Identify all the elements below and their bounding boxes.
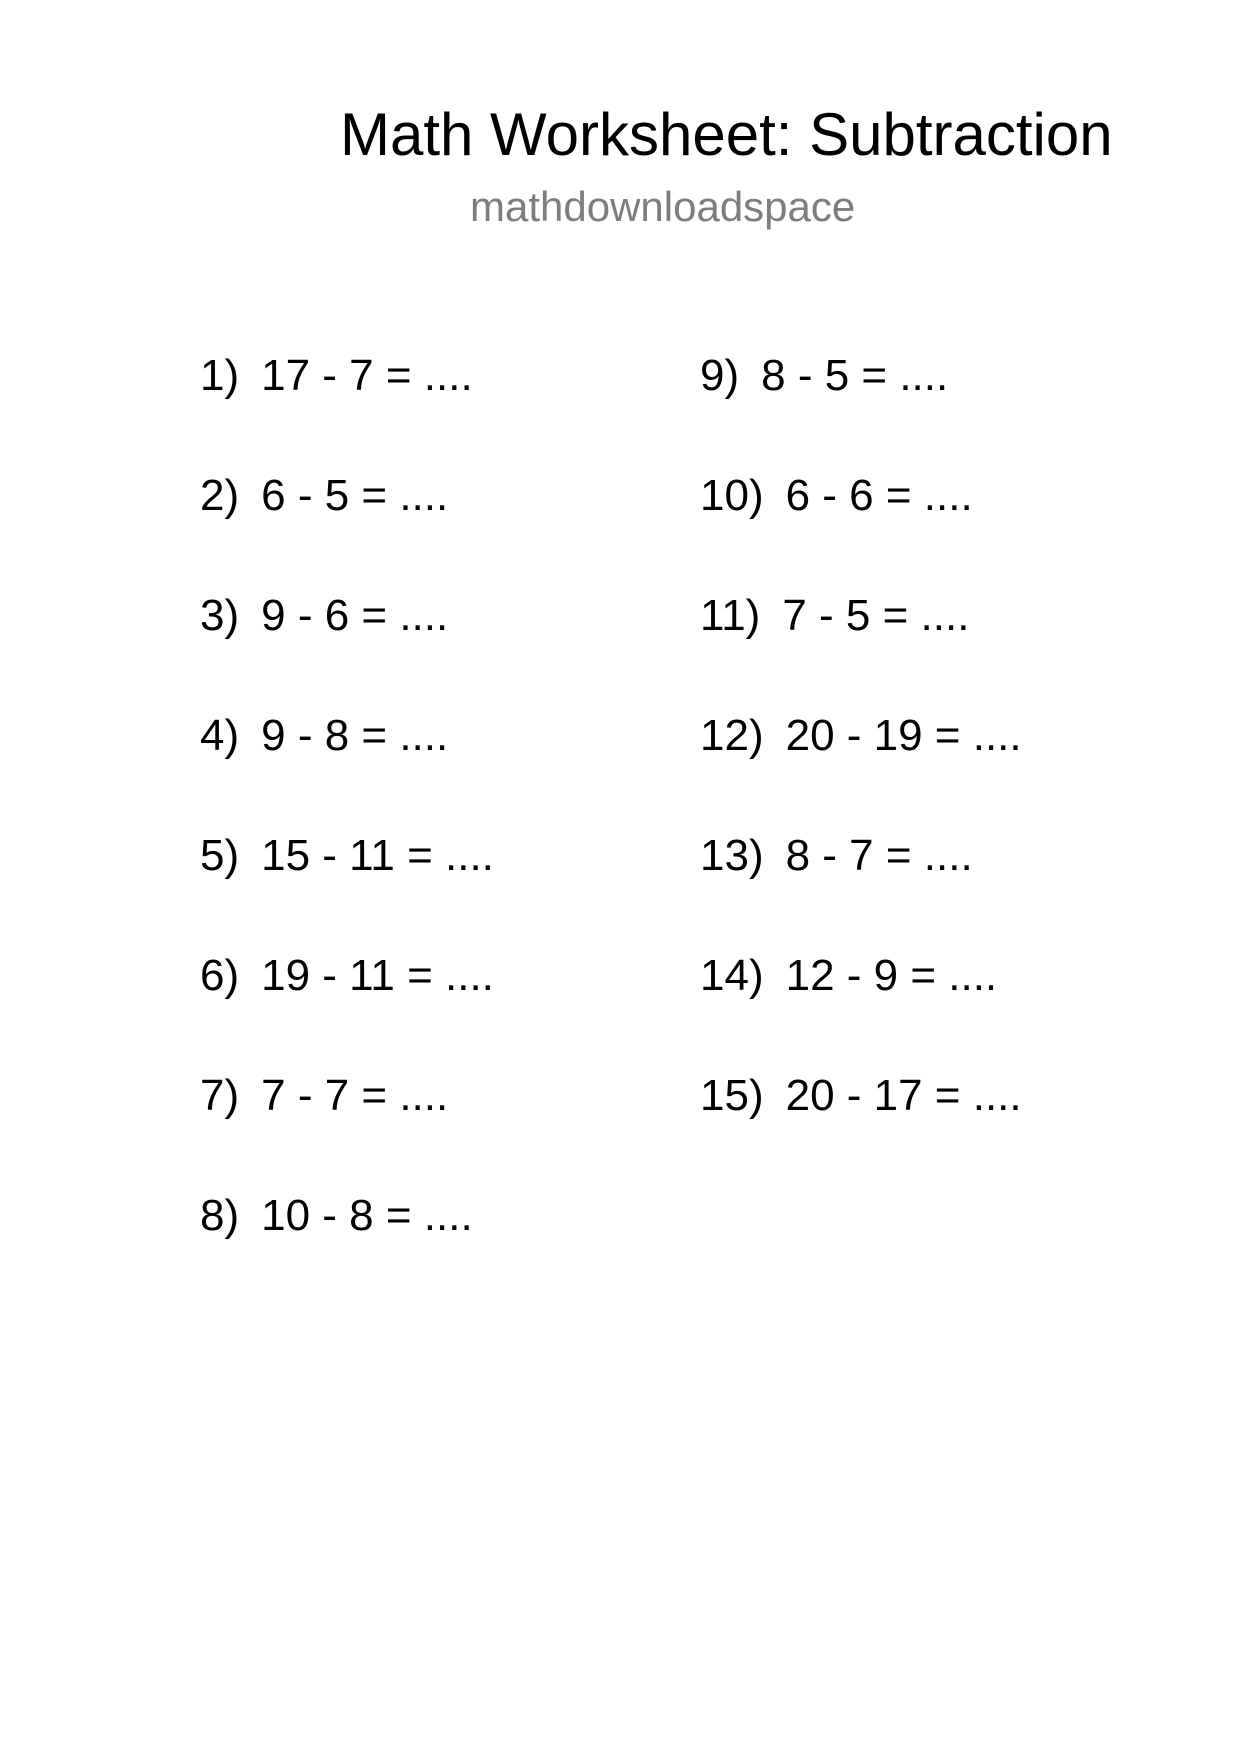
problem-item (700, 710, 1022, 830)
problem-expression: 9 - 8 = .... (261, 711, 449, 760)
problem-expression: 17 - 7 = .... (261, 351, 473, 400)
problem-item (700, 350, 1022, 470)
problem-expression: 15 - 11 = .... (261, 831, 494, 880)
problem-item (700, 590, 1022, 710)
problem-expression: 19 - 11 = .... (261, 951, 494, 1000)
problem-expression: 10 - 8 = .... (261, 1191, 473, 1240)
problem-expression: 20 - 19 = .... (785, 711, 1022, 760)
problem-number: 5) (200, 831, 240, 880)
problem-expression: 8 - 7 = .... (785, 831, 973, 880)
problem-item (700, 470, 1022, 590)
problem-column-right (700, 350, 1022, 1190)
problem-number: 4) (200, 711, 240, 760)
problem-item (200, 350, 494, 470)
problem-item (200, 1190, 494, 1310)
problem-expression: 7 - 5 = .... (782, 591, 970, 640)
problem-column-left (200, 350, 494, 1310)
problem-number: 13) (700, 831, 764, 880)
problem-item (700, 830, 1022, 950)
problem-expression: 20 - 17 = .... (785, 1071, 1022, 1120)
problem-expression: 9 - 6 = .... (261, 591, 449, 640)
page-subtitle: mathdownloadspace (470, 183, 856, 230)
problem-item (200, 710, 494, 830)
problem-expression: 6 - 6 = .... (785, 471, 973, 520)
problem-number: 15) (700, 1071, 764, 1120)
problem-item (200, 1070, 494, 1190)
problem-expression: 12 - 9 = .... (785, 951, 998, 1000)
problem-expression: 7 - 7 = .... (261, 1071, 449, 1120)
problem-expression: 6 - 5 = .... (261, 471, 449, 520)
problem-item (200, 830, 494, 950)
problem-number: 11) (700, 591, 761, 640)
problem-number: 8) (200, 1191, 240, 1240)
problem-number: 1) (200, 351, 240, 400)
problem-number: 2) (200, 471, 240, 520)
problem-item (700, 950, 1022, 1070)
problem-number: 14) (700, 951, 764, 1000)
page-title: Math Worksheet: Subtraction (340, 101, 1113, 168)
problem-number: 6) (200, 951, 240, 1000)
problem-expression: 8 - 5 = .... (761, 351, 949, 400)
problem-number: 10) (700, 471, 764, 520)
problem-item (200, 950, 494, 1070)
problem-number: 9) (700, 351, 740, 400)
problem-item (200, 470, 494, 590)
problem-number: 12) (700, 711, 764, 760)
problem-item (200, 590, 494, 710)
problem-number: 7) (200, 1071, 240, 1120)
problem-number: 3) (200, 591, 240, 640)
problem-item (700, 1070, 1022, 1190)
